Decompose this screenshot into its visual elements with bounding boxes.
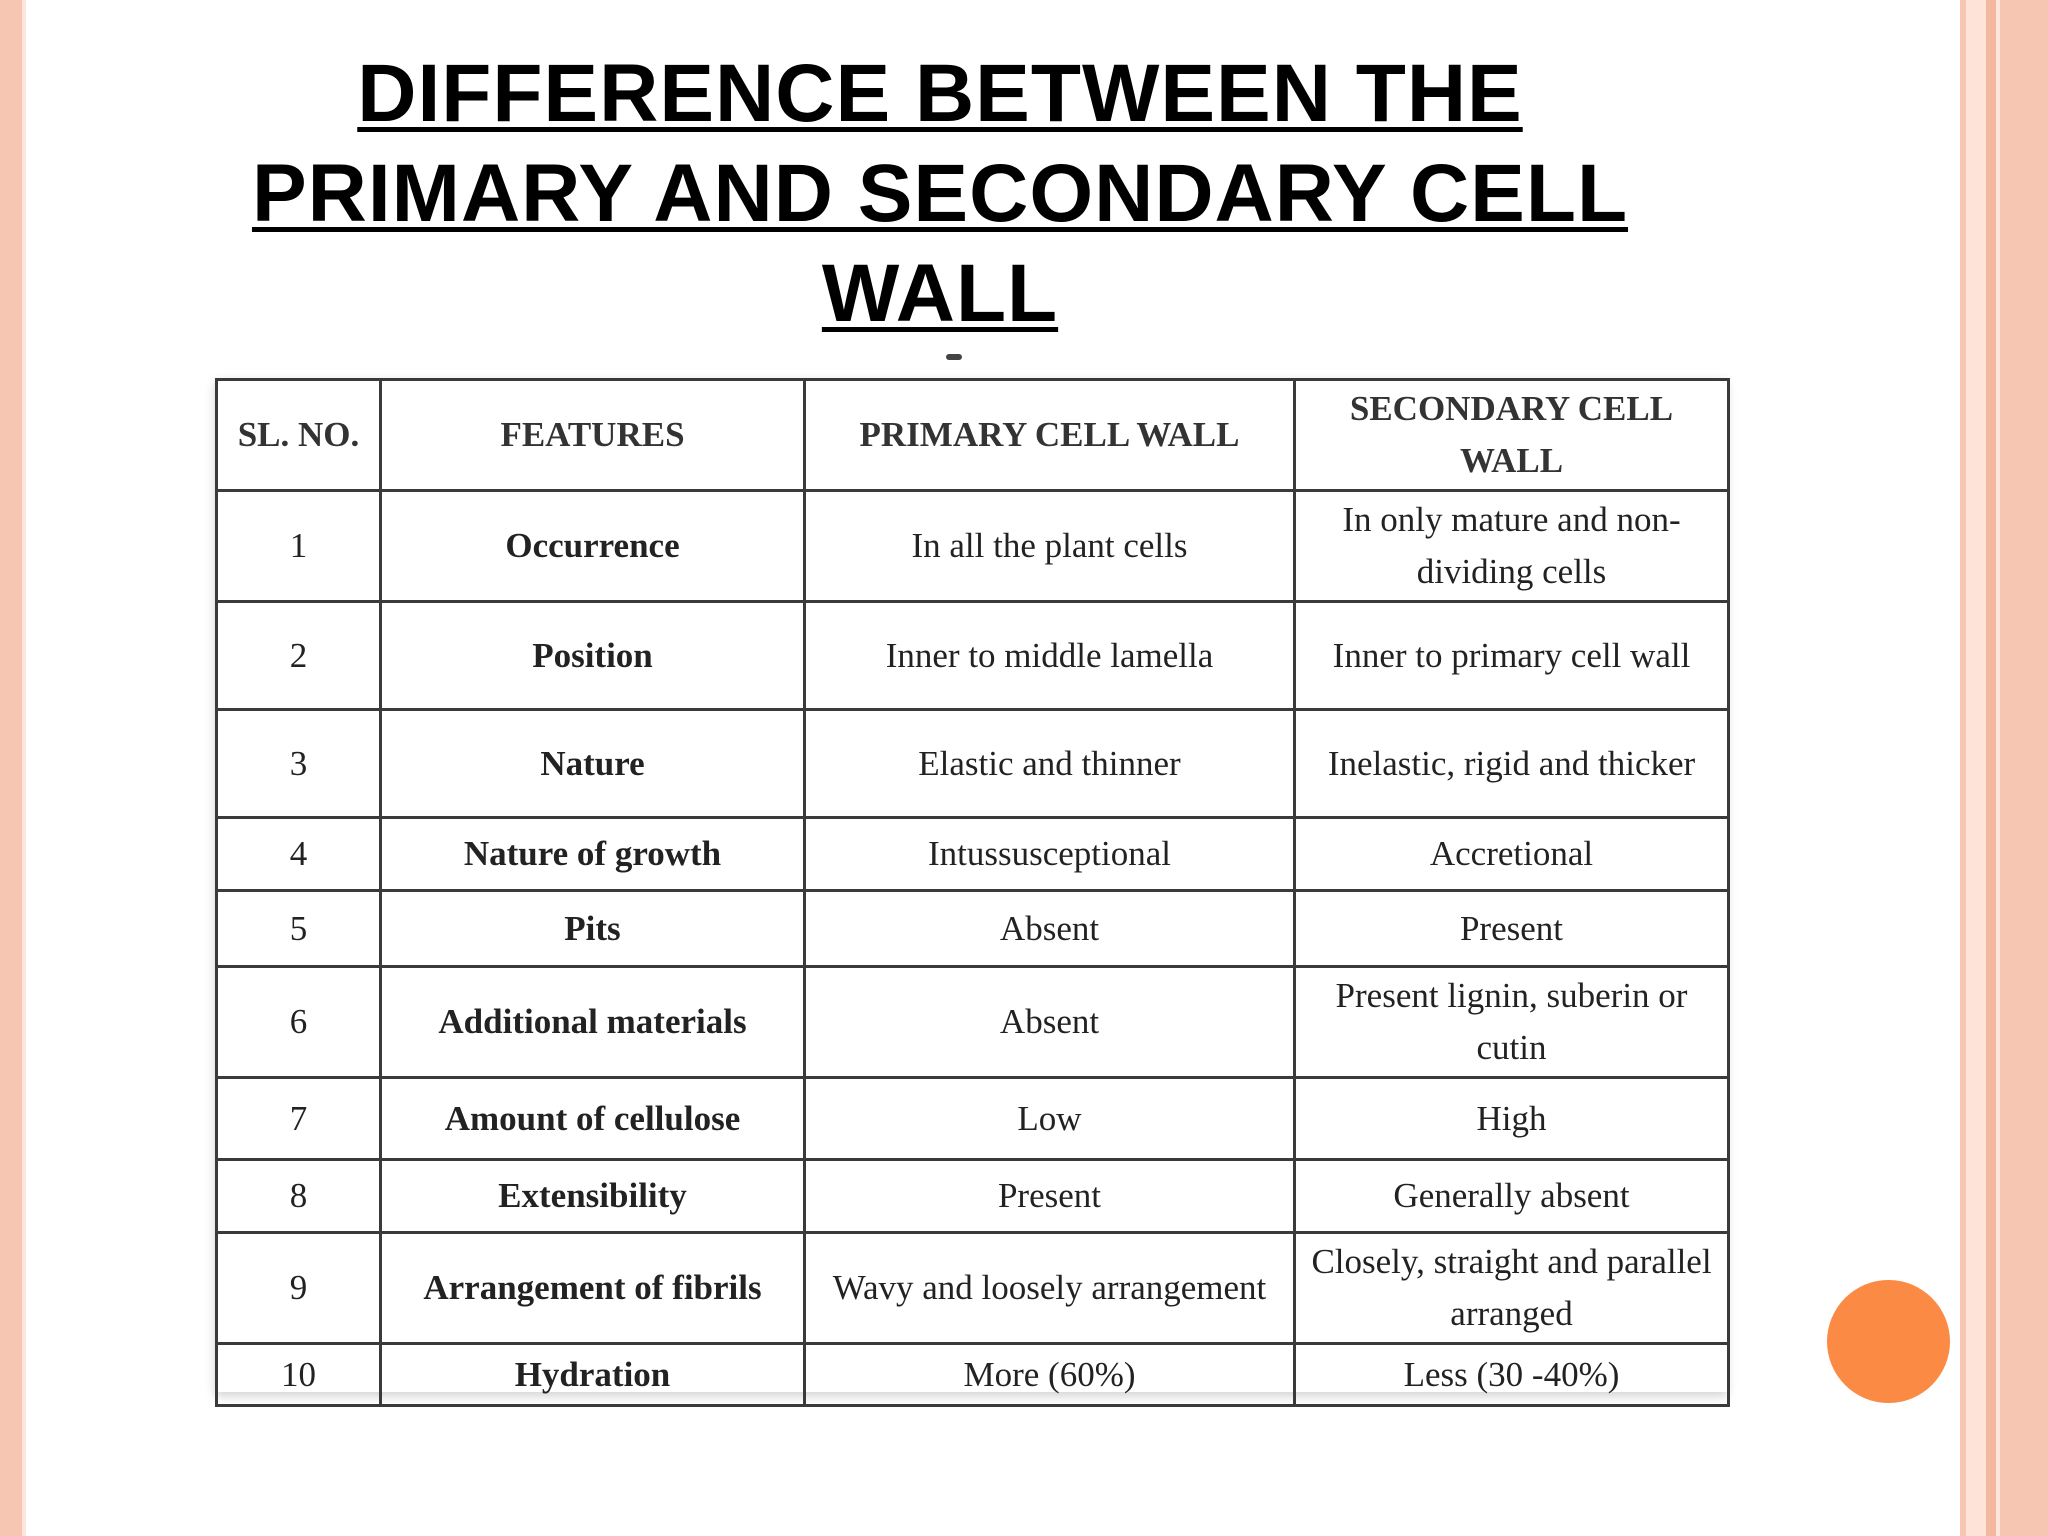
cell-secondary: Closely, straight and parallel arranged: [1295, 1233, 1729, 1344]
stray-mark: [946, 354, 962, 360]
slide-border-left-inner: [22, 0, 26, 1536]
cell-primary: Present: [805, 1160, 1295, 1233]
slide-border-right-stripe: [1986, 0, 1996, 1536]
title-line-2: PRIMARY AND SECONDARY CELL: [251, 148, 1629, 239]
cell-no: 3: [217, 710, 381, 818]
cell-feature: Extensibility: [381, 1160, 805, 1233]
cell-primary: More (60%): [805, 1344, 1295, 1406]
table-row: [217, 491, 1729, 602]
comparison-table: [215, 378, 1730, 1407]
cell-no: 10: [217, 1344, 381, 1406]
cell-primary: Elastic and thinner: [805, 710, 1295, 818]
cell-no: 6: [217, 967, 381, 1078]
table-row: [217, 602, 1729, 710]
comparison-table-container: [215, 378, 1727, 1392]
cell-primary: Absent: [805, 967, 1295, 1078]
cell-no: 8: [217, 1160, 381, 1233]
cell-secondary: Generally absent: [1295, 1160, 1729, 1233]
cell-secondary: Inelastic, rigid and thicker: [1295, 710, 1729, 818]
cell-primary: In all the plant cells: [805, 491, 1295, 602]
table-row: [217, 891, 1729, 967]
cell-secondary: Less (30 -40%): [1295, 1344, 1729, 1406]
slide-border-left: [0, 0, 22, 1536]
cell-secondary: In only mature and non-dividing cells: [1295, 491, 1729, 602]
header-primary-cell-wall: PRIMARY CELL WALL: [805, 380, 1295, 491]
cell-primary: Inner to middle lamella: [805, 602, 1295, 710]
table-header-row: [217, 380, 1729, 491]
slide-title: [60, 44, 1820, 344]
orange-circle-decoration: [1827, 1280, 1950, 1403]
cell-feature: Additional materials: [381, 967, 805, 1078]
cell-secondary: Inner to primary cell wall: [1295, 602, 1729, 710]
cell-no: 4: [217, 818, 381, 891]
cell-no: 1: [217, 491, 381, 602]
cell-primary: Low: [805, 1078, 1295, 1160]
cell-feature: Nature: [381, 710, 805, 818]
header-features: FEATURES: [381, 380, 805, 491]
cell-primary: Intussusceptional: [805, 818, 1295, 891]
title-line-3: WALL: [821, 248, 1059, 339]
cell-no: 2: [217, 602, 381, 710]
cell-feature: Occurrence: [381, 491, 805, 602]
cell-secondary: High: [1295, 1078, 1729, 1160]
cell-secondary: Present: [1295, 891, 1729, 967]
cell-feature: Position: [381, 602, 805, 710]
title-line-1: DIFFERENCE BETWEEN THE: [357, 48, 1523, 139]
header-secondary-cell-wall: SECONDARY CELL WALL: [1295, 380, 1729, 491]
cell-secondary: Present lignin, suberin or cutin: [1295, 967, 1729, 1078]
cell-primary: Absent: [805, 891, 1295, 967]
header-sl-no: SL. NO.: [217, 380, 381, 491]
cell-no: 5: [217, 891, 381, 967]
cell-feature: Hydration: [381, 1344, 805, 1406]
cell-no: 9: [217, 1233, 381, 1344]
table-row: [217, 1160, 1729, 1233]
cell-secondary: Accretional: [1295, 818, 1729, 891]
cell-feature: Pits: [381, 891, 805, 967]
cell-no: 7: [217, 1078, 381, 1160]
table-row: [217, 1233, 1729, 1344]
table-row: [217, 967, 1729, 1078]
cell-feature: Nature of growth: [381, 818, 805, 891]
slide-border-right-band: [1966, 0, 1986, 1536]
slide-border-right-edge: [2000, 0, 2048, 1536]
cell-feature: Arrangement of fibrils: [381, 1233, 805, 1344]
table-row: [217, 710, 1729, 818]
table-row: [217, 818, 1729, 891]
cell-primary: Wavy and loosely arrangement: [805, 1233, 1295, 1344]
table-row: [217, 1344, 1729, 1406]
cell-feature: Amount of cellulose: [381, 1078, 805, 1160]
table-row: [217, 1078, 1729, 1160]
